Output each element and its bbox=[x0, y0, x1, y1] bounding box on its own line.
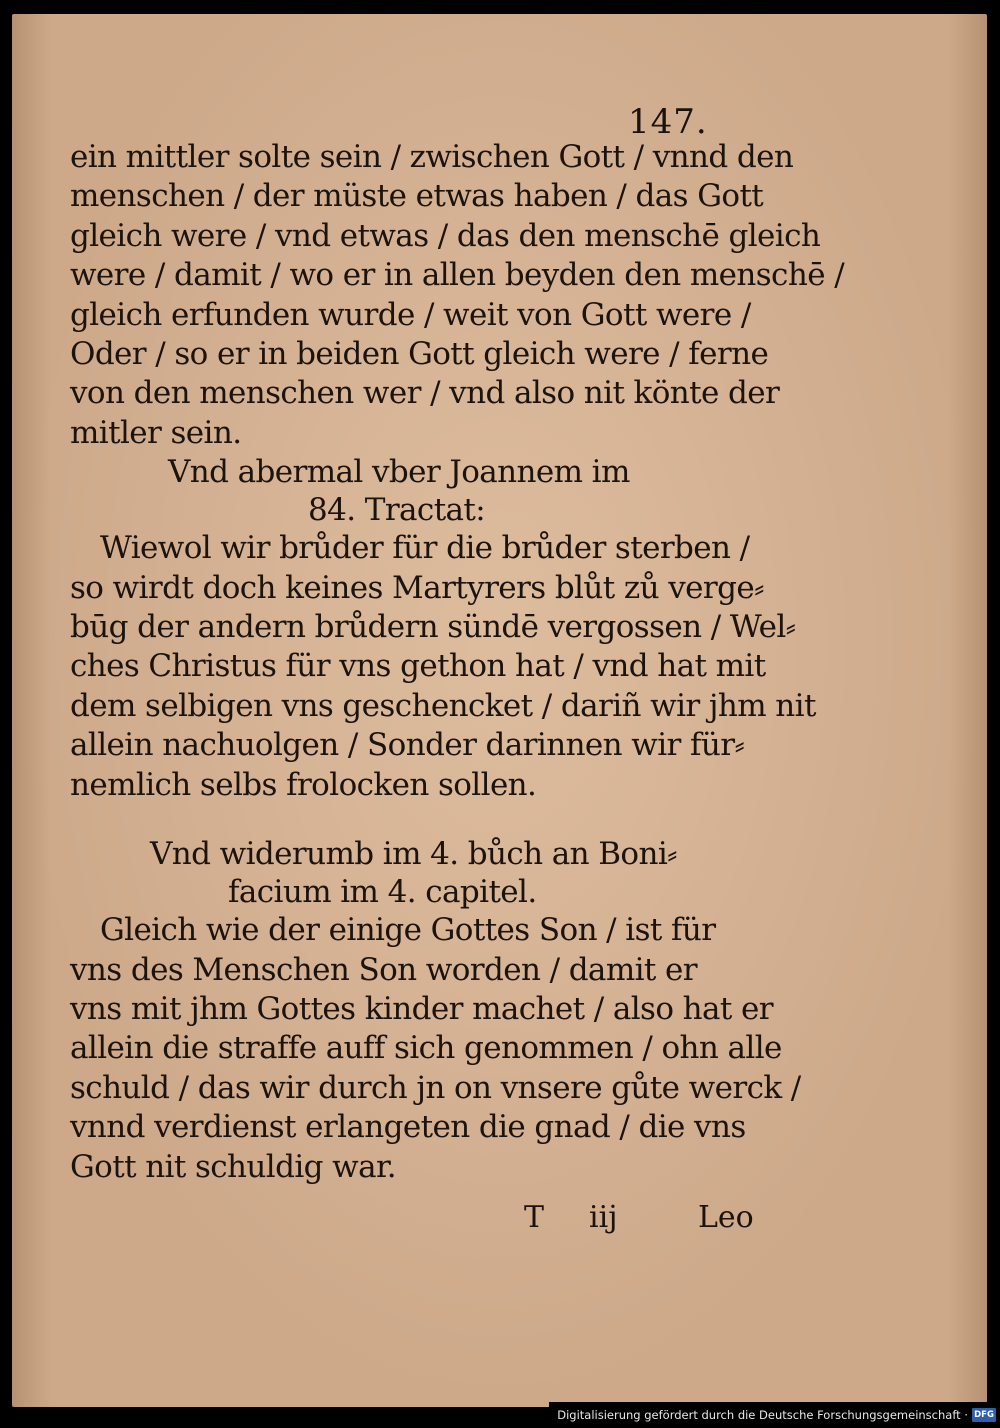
text-line: dem selbigen vns geschencket / dariñ wir jhm nit bbox=[70, 687, 816, 724]
paragraph-3 bbox=[70, 911, 801, 1187]
text-line: mitler sein. bbox=[70, 414, 242, 451]
digitization-credit bbox=[549, 1402, 1000, 1428]
text-line: nemlich selbs frolocken sollen. bbox=[70, 766, 537, 803]
dfg-logo-icon: DFG bbox=[972, 1408, 996, 1422]
paragraph-2 bbox=[70, 529, 816, 805]
text-line: Wiewol wir brůder für die brůder sterben / bbox=[100, 530, 750, 567]
text-line: gleich were / vnd etwas / das den menschē gleich bbox=[70, 217, 821, 254]
text-line: schuld / das wir durch jn on vnsere gůte werck / bbox=[70, 1069, 801, 1106]
text-line: ches Christus für vns gethon hat / vnd hat mit bbox=[70, 648, 766, 685]
heading-line: Vnd abermal vber Joannem im bbox=[168, 454, 630, 491]
text-line: so wirdt doch keines Martyrers blůt zů verge⸗ bbox=[70, 569, 764, 606]
heading-3 bbox=[70, 835, 790, 911]
text-line: von den menschen wer / vnd also nit könte der bbox=[70, 375, 780, 412]
catchword: Leo bbox=[698, 1200, 754, 1235]
text-line: vns mit jhm Gottes kinder machet / also hat er bbox=[70, 990, 773, 1027]
text-line: were / damit / wo er in allen beyden den menschē / bbox=[70, 257, 845, 294]
text-line: allein nachuolgen / Sonder darinnen wir für⸗ bbox=[70, 727, 745, 764]
heading-2 bbox=[70, 453, 790, 529]
paragraph-1 bbox=[70, 138, 845, 453]
text-line: Oder / so er in beiden Gott gleich were / ferne bbox=[70, 336, 769, 373]
credit-text: Digitalisierung gefördert durch die Deutsche Forschungsgemeinschaft · bbox=[557, 1408, 968, 1422]
book-page bbox=[12, 14, 987, 1407]
text-line: vns des Menschen Son worden / damit er bbox=[70, 951, 698, 988]
text-line: Gleich wie der einige Gottes Son / ist für bbox=[100, 912, 716, 949]
folio-mark: iij bbox=[589, 1200, 618, 1235]
signature-mark: T bbox=[524, 1200, 545, 1235]
page-text bbox=[70, 138, 845, 1187]
page-number: 147. bbox=[628, 102, 708, 142]
text-line: Gott nit schuldig war. bbox=[70, 1148, 397, 1185]
heading-line: facium im 4. capitel. bbox=[228, 874, 537, 911]
text-line: allein die straffe auff sich genommen / ohn alle bbox=[70, 1030, 782, 1067]
heading-line: 84. Tractat: bbox=[308, 492, 486, 529]
text-line: ein mittler solte sein / zwischen Gott / vnnd den bbox=[70, 139, 794, 175]
heading-line: Vnd widerumb im 4. bůch an Boni⸗ bbox=[150, 836, 677, 873]
text-line: gleich erfunden wurde / weit von Gott were / bbox=[70, 296, 751, 333]
text-line: menschen / der müste etwas haben / das Gott bbox=[70, 178, 764, 215]
text-line: vnnd verdienst erlangeten die gnad / die vns bbox=[70, 1109, 746, 1146]
spacer bbox=[70, 805, 790, 835]
text-line: būg der andern brůdern sündē vergossen / Wel⸗ bbox=[70, 609, 796, 646]
